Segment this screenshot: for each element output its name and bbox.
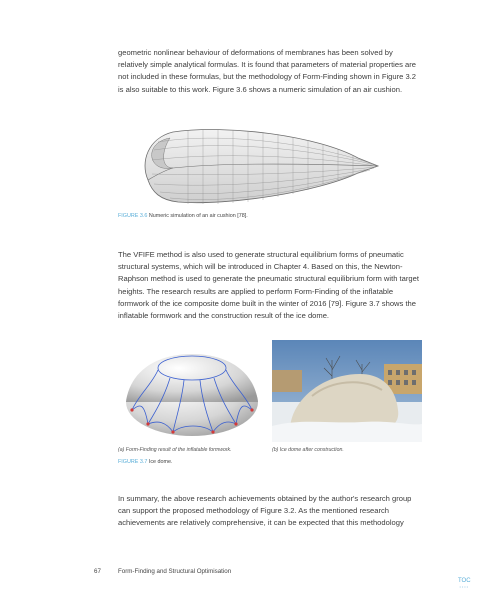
- ice-dome-photo: [272, 340, 422, 442]
- figure-3-7-caption: [118, 459, 173, 466]
- body-paragraph-1: geometric nonlinear behaviour of deformations of membranes has been solved by relatively simple analytical formulas. It is found that parameters of material properties are not included in these formulas, but the methodology of Form-Finding shown in Figure 3.2 is also suitable to this work. Figure 3.6 shows a numeric simulation of an air cushion.: [118, 48, 417, 94]
- inflatable-formwork-figure: [118, 340, 266, 442]
- figure-3-7a-subcaption: (a) Form-Finding result of the inflatable formwork.: [118, 447, 232, 453]
- body-paragraph-2: The VFIFE method is also used to generate structural equilibrium forms of pneumatic structural systems, which will be introduced in Chapter 4. Based on this, the Newton-Raphson method is used to generate the pneumatic structural equilibrium form with target heights. The research results are applied to perform Form-Finding of the inflatable formwork of the ice composite dome built in the winter of 2016 [79]. Figure 3.7 shows the inflatable formwork and the construction result of the ice dome.: [118, 250, 419, 321]
- page-number: 67: [94, 568, 101, 575]
- figure-3-7-number: FIGURE 3.7: [118, 459, 148, 465]
- figure-3-6-caption: [118, 213, 248, 220]
- figure-3-6-number: FIGURE 3.6: [118, 213, 148, 219]
- figure-3-6-text: Numeric simulation of an air cushion [78].: [148, 213, 248, 219]
- figure-3-7b-subcaption: (b) Ice dome after construction.: [272, 447, 344, 453]
- toc-label: TOC: [458, 578, 471, 584]
- running-title: Form-Finding and Structural Optimisation: [118, 568, 232, 575]
- air-cushion-mesh-figure: [118, 118, 423, 210]
- toc-link[interactable]: [458, 578, 471, 589]
- figure-3-7-text: Ice dome.: [148, 459, 173, 465]
- toc-dots-icon: ••••: [459, 584, 470, 589]
- body-paragraph-3: In summary, the above research achievements obtained by the author's research group can support the proposed methodology of Figure 3.2. As the mentioned research achievements are relatively comprehensive, it can be expected that this methodology: [118, 494, 412, 528]
